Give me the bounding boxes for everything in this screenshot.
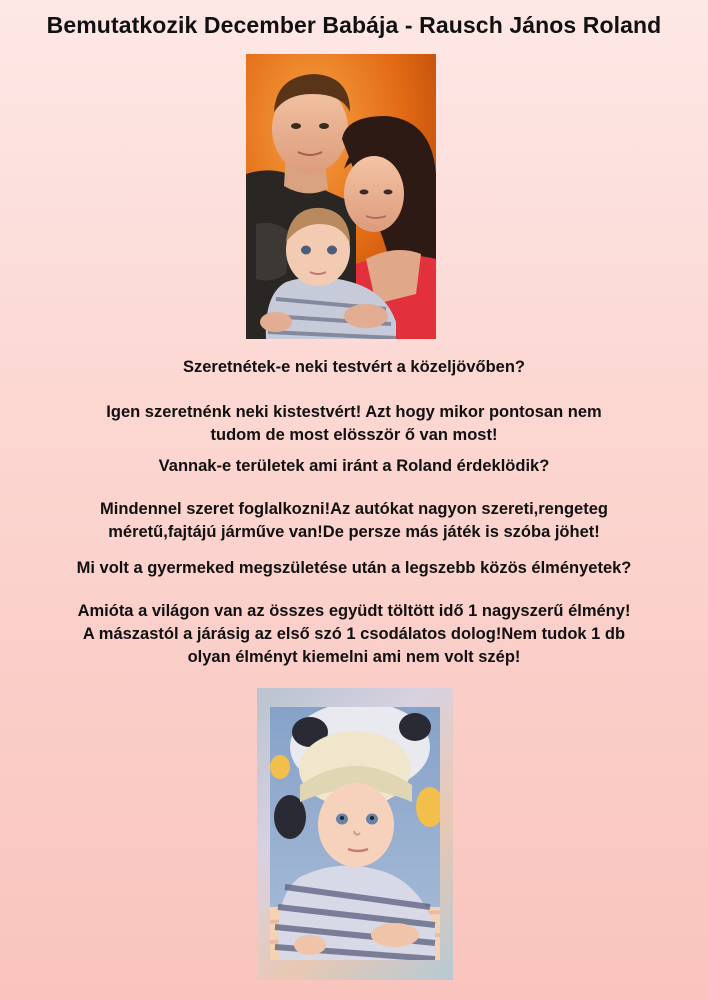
baby-photo-illustration	[270, 707, 440, 960]
question-3: Mi volt a gyermeked megszületése után a legszebb közös élményetek?	[76, 559, 632, 577]
answer-2-line-2: méretű,fajtájú járműve van!De persze más játék is szóba jöhet!	[108, 523, 600, 541]
answer-3-line-3: olyan élményt kiemelni ami nem volt szép!	[187, 648, 521, 666]
answer-3-line-1: Amióta a világon van az összes együdt töltött idő 1 nagyszerű élmény!	[77, 602, 631, 620]
answer-1-line-2: tudom de most elösször ő van most!	[210, 426, 498, 444]
answer-1-line-1: Igen szeretnénk neki kistestvért! Azt hogy mikor pontosan nem	[106, 403, 602, 421]
family-photo	[246, 54, 436, 339]
question-2: Vannak-e területek ami iránt a Roland érdeklödik?	[158, 457, 550, 475]
answer-3-line-2: A mászastól a járásig az első szó 1 csodálatos dolog!Nem tudok 1 db	[82, 625, 626, 643]
question-1: Szeretnétek-e neki testvért a közeljövőben?	[182, 358, 526, 376]
family-photo-illustration	[246, 54, 436, 339]
answer-2-line-1: Mindennel szeret foglalkozni!Az autókat nagyon szereti,rengeteg	[100, 500, 608, 518]
page-title: Bemutatkozik December Babája - Rausch János Roland	[46, 12, 662, 38]
baby-photo-frame	[257, 688, 453, 980]
baby-photo	[270, 707, 440, 960]
